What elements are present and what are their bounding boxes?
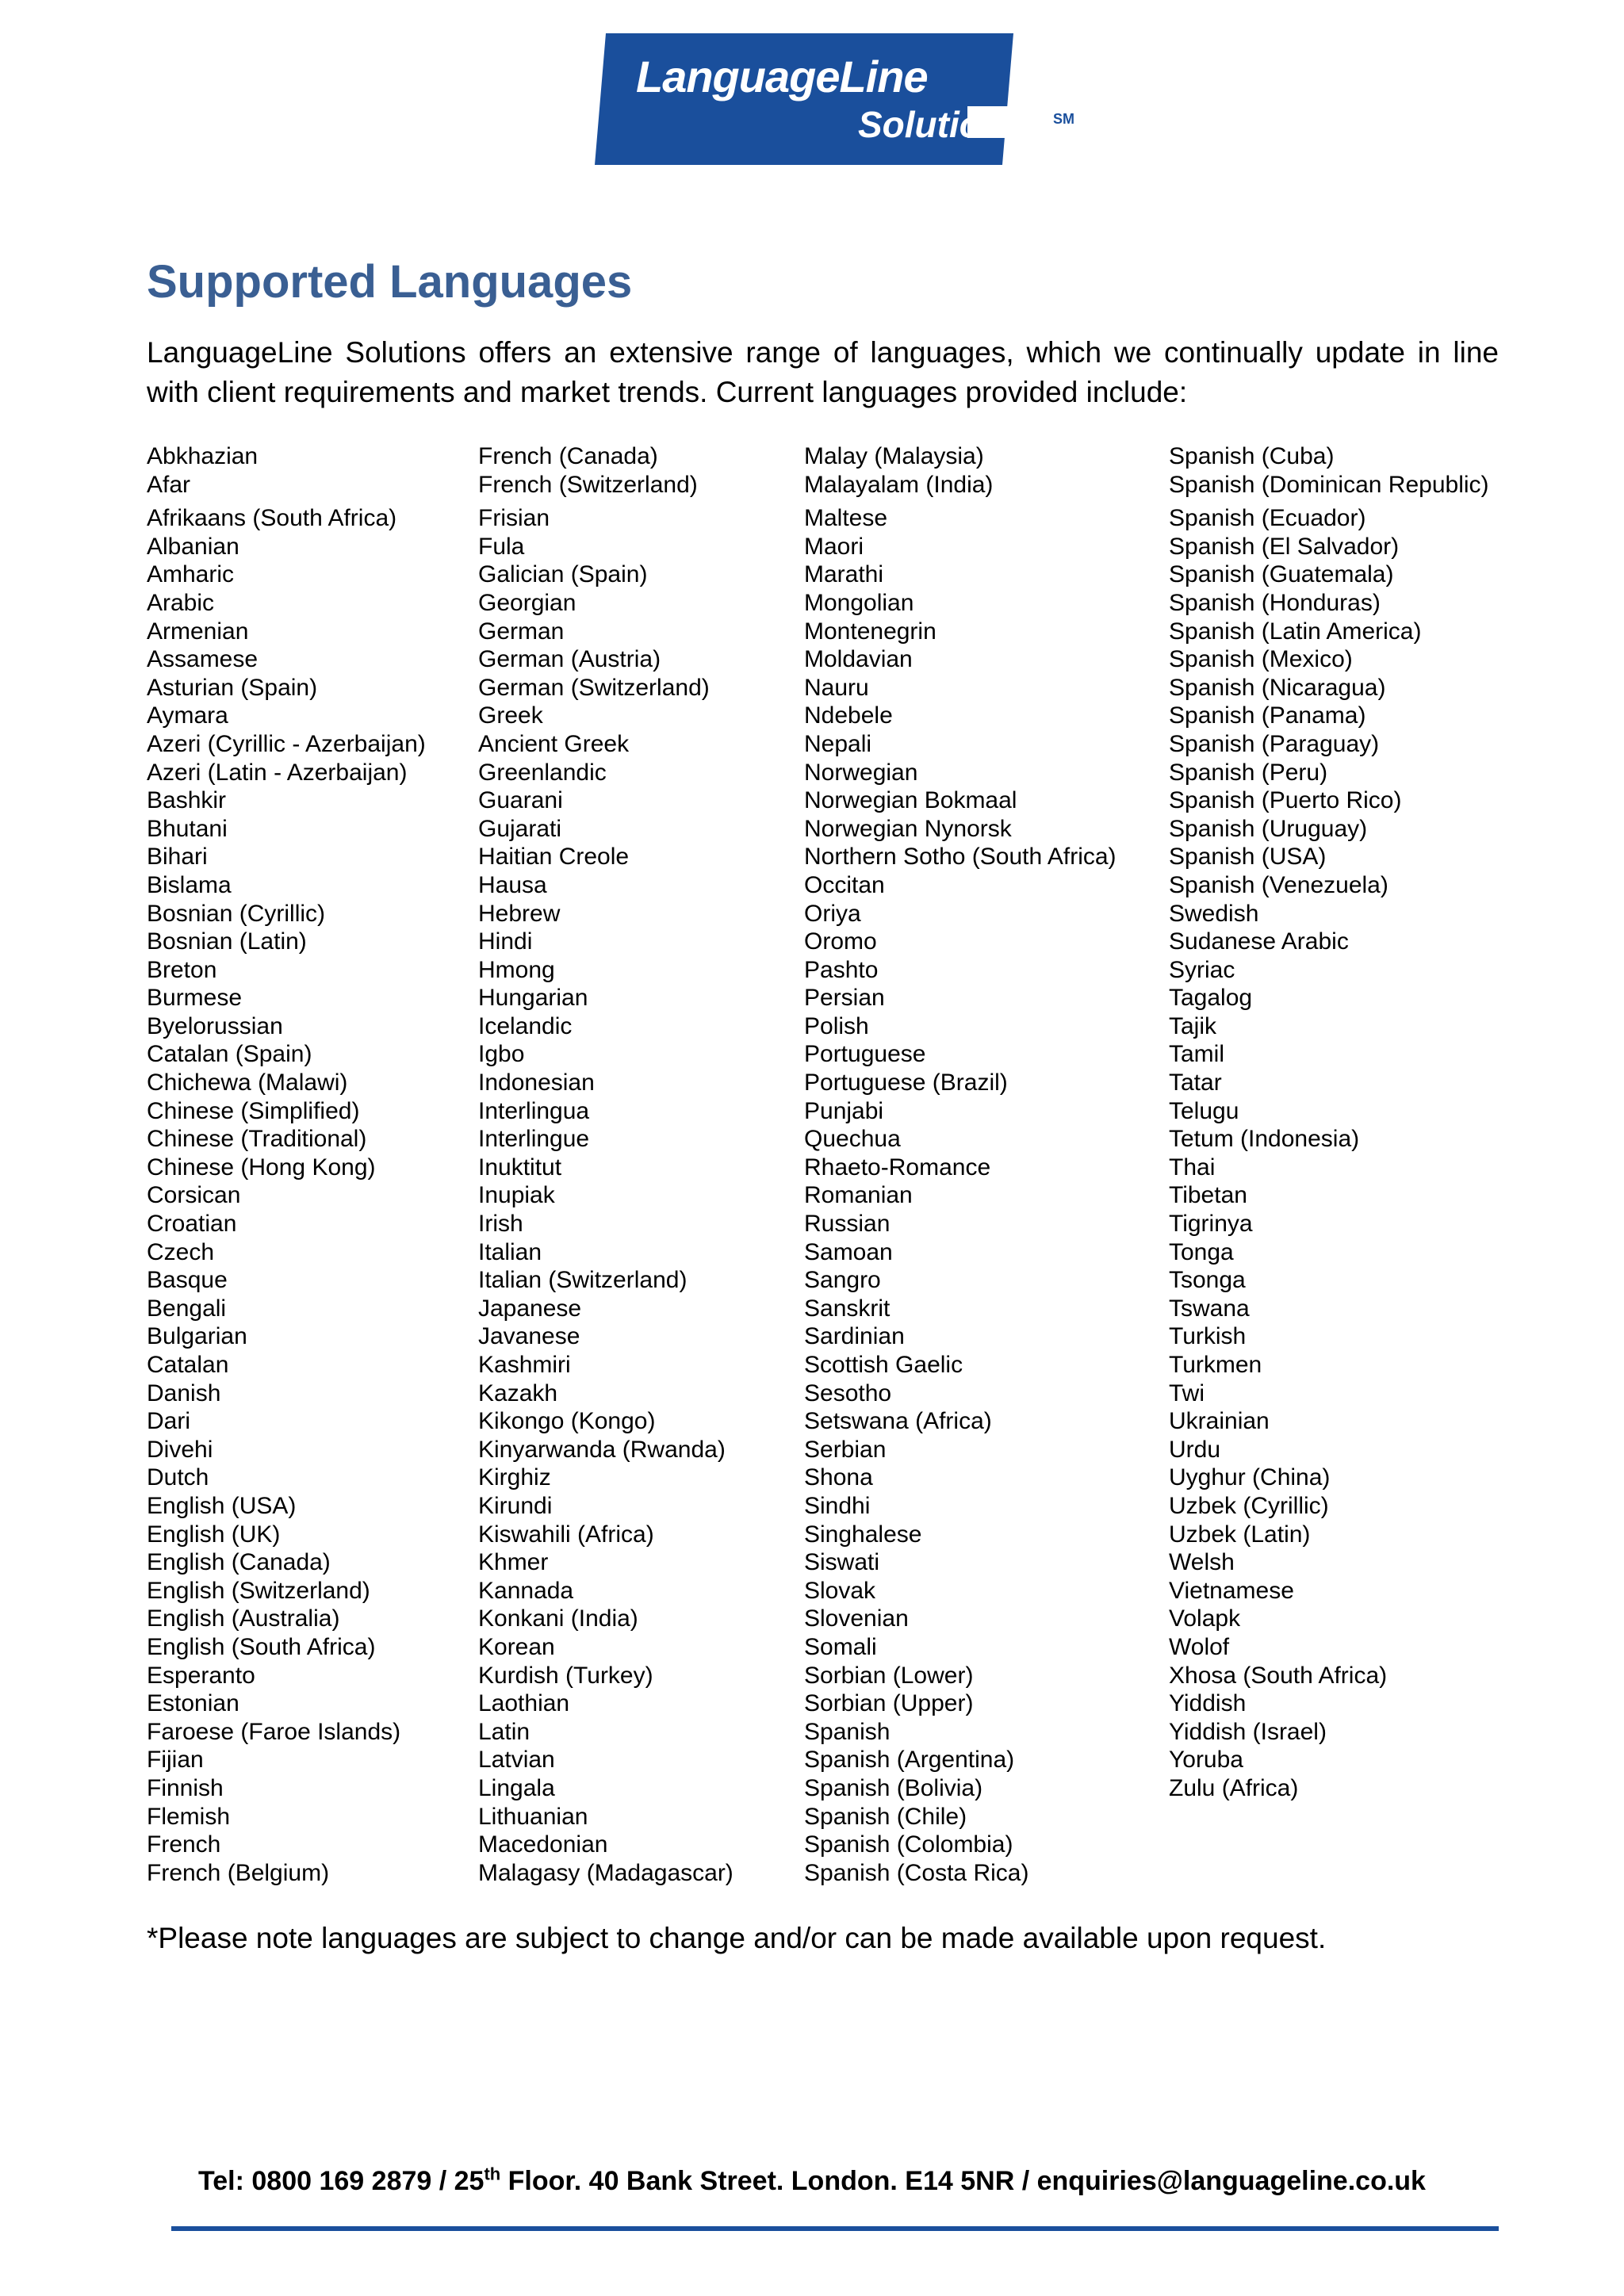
language-item: Basque [147,1267,228,1294]
language-item: Spanish (Puerto Rico) [1169,787,1402,814]
language-item: Divehi [147,1436,213,1463]
language-item: Kannada [478,1577,574,1604]
language-item: Uzbek (Cyrillic) [1169,1492,1329,1519]
language-item: Latvian [478,1747,555,1774]
language-item: Tsonga [1169,1267,1246,1294]
language-item: Finnish [147,1774,224,1801]
language-item: Wolof [1169,1633,1230,1660]
language-item: Afrikaans (South Africa) [147,505,397,532]
language-item: Montenegrin [804,618,936,645]
language-item: Bhutani [147,815,228,842]
language-item: Slovak [804,1577,876,1604]
language-item: English (South Africa) [147,1633,376,1660]
language-item: Pashto [804,956,879,983]
language-item: English (USA) [147,1492,297,1519]
language-item: Samoan [804,1238,893,1265]
language-item: Yiddish [1169,1690,1247,1717]
language-item: Chichewa (Malawi) [147,1070,348,1096]
language-item: Fula [478,533,525,560]
language-item: Flemish [147,1803,231,1830]
language-item: Zulu (Africa) [1169,1774,1299,1801]
language-item: Arabic [147,589,215,616]
language-item: Gujarati [478,815,562,842]
language-item: Kurdish (Turkey) [478,1662,653,1689]
language-item: Uzbek (Latin) [1169,1521,1311,1548]
language-item: Thai [1169,1154,1216,1181]
language-item: Igbo [478,1041,525,1068]
language-item: Tagalog [1169,985,1253,1012]
language-item: Ukrainian [1169,1408,1270,1435]
language-item: Laothian [478,1690,570,1717]
language-item: Hmong [478,956,555,983]
language-item: Scottish Gaelic [804,1352,963,1378]
language-item: Siswati [804,1549,880,1576]
language-item: Turkmen [1169,1352,1262,1378]
language-item: Czech [147,1238,215,1265]
language-item: Javanese [478,1323,580,1350]
language-item: Portuguese [804,1041,926,1068]
language-item: Singhalese [804,1521,922,1548]
language-item: Urdu [1169,1436,1221,1463]
language-item: Sanskrit [804,1295,891,1322]
language-item: Hausa [478,871,547,898]
language-item: Armenian [147,618,249,645]
language-item: Spanish (Peru) [1169,759,1328,786]
logo-text-languageline: LanguageLine [636,52,928,101]
language-list-column-4 [1169,442,1489,1803]
language-item: Burmese [147,985,243,1012]
language-item: Danish [147,1380,221,1406]
logo-service-mark: SM [1053,111,1074,127]
language-item: Moldavian [804,646,913,673]
language-item: Kazakh [478,1380,558,1406]
language-item: Spanish (Honduras) [1169,589,1381,616]
language-item: Afar [147,471,191,498]
language-item: Tonga [1169,1238,1234,1265]
language-item: Nepali [804,730,872,757]
language-item: Shona [804,1464,873,1491]
language-item: Korean [478,1633,555,1660]
language-item: Spanish (El Salvador) [1169,533,1400,560]
language-item: Abkhazian [147,443,259,469]
language-item: Latin [478,1718,530,1745]
language-item: Sindhi [804,1492,871,1519]
language-item: Malagasy (Madagascar) [478,1859,733,1886]
language-item: English (Switzerland) [147,1577,370,1604]
language-item: German (Switzerland) [478,674,710,701]
language-item: Spanish (Nicaragua) [1169,674,1386,701]
language-item: Amharic [147,561,235,588]
language-item: Spanish (Bolivia) [804,1774,983,1801]
language-item: Faroese (Faroe Islands) [147,1718,401,1745]
language-item: Byelorussian [147,1012,283,1039]
language-item: Kirundi [478,1492,553,1519]
language-item: Oriya [804,900,861,927]
language-item: Tibetan [1169,1182,1247,1209]
language-item: Tetum (Indonesia) [1169,1126,1360,1153]
footer-contact-end: Floor. 40 Bank Street. London. E14 5NR / enquiries@languageline.co.uk [500,2166,1426,2196]
language-item: Bosnian (Latin) [147,928,307,955]
language-item: Tigrinya [1169,1211,1253,1238]
language-item: Welsh [1169,1549,1235,1576]
language-item: English (Australia) [147,1605,340,1632]
language-item: Esperanto [147,1662,255,1689]
logo-text-solutions: Solutions [858,104,1025,145]
language-item: Assamese [147,646,259,673]
language-item: Interlingua [478,1097,590,1124]
language-item: Sorbian (Lower) [804,1662,974,1689]
language-item: English (UK) [147,1521,281,1548]
language-item: Italian (Switzerland) [478,1267,688,1294]
language-item: Breton [147,956,217,983]
language-list-column-1 [147,442,426,1887]
language-item: Spanish (Dominican Republic) [1169,471,1489,498]
language-item: Aymara [147,702,228,729]
language-item: Marathi [804,561,884,588]
language-item: Italian [478,1238,542,1265]
language-item: Bengali [147,1295,227,1322]
language-item: Inuktitut [478,1154,562,1181]
language-item: Hungarian [478,985,588,1012]
language-item: Greek [478,702,543,729]
language-item: Malay (Malaysia) [804,443,984,469]
language-item: Icelandic [478,1012,573,1039]
language-item: Slovenian [804,1605,909,1632]
language-item: Dutch [147,1464,209,1491]
language-item: Spanish (Argentina) [804,1747,1015,1774]
language-item: Vietnamese [1169,1577,1294,1604]
language-item: Khmer [478,1549,549,1576]
language-item: Guarani [478,787,563,814]
language-item: English (Canada) [147,1549,331,1576]
language-item: Sudanese Arabic [1169,928,1349,955]
language-item: Macedonian [478,1831,608,1858]
language-item: Sangro [804,1267,881,1294]
language-item: Tswana [1169,1295,1250,1322]
language-item: Estonian [147,1690,239,1717]
language-item: Polish [804,1012,869,1039]
language-item: Azeri (Latin - Azerbaijan) [147,759,408,786]
language-item: Northern Sotho (South Africa) [804,844,1116,871]
language-item: Tatar [1169,1070,1222,1096]
language-item: Spanish (Venezuela) [1169,871,1388,898]
language-item: Greenlandic [478,759,607,786]
intro-paragraph: LanguageLine Solutions offers an extensive range of languages, which we continually update in line with client requirements and market trends. Current languages provided include: [147,336,1499,408]
language-item: Setswana (Africa) [804,1408,992,1435]
language-item: Yiddish (Israel) [1169,1718,1327,1745]
language-item: Occitan [804,871,885,898]
language-item: Hindi [478,928,533,955]
language-item: Catalan (Spain) [147,1041,312,1068]
language-item: Japanese [478,1295,582,1322]
language-item: Chinese (Hong Kong) [147,1154,376,1181]
language-item: Volapk [1169,1605,1241,1632]
language-item: Dari [147,1408,191,1435]
language-item: Irish [478,1211,523,1238]
footer-ordinal-suffix: th [484,2164,501,2184]
language-item: Bihari [147,844,208,871]
language-list-column-3 [804,442,1116,1887]
footer-contact-start: Tel: 0800 169 2879 / 25 [198,2166,485,2196]
language-item: Inupiak [478,1182,555,1209]
language-item: Azeri (Cyrillic - Azerbaijan) [147,730,426,757]
language-item: Spanish (Chile) [804,1803,967,1830]
language-item: Norwegian Nynorsk [804,815,1012,842]
language-item: Ndebele [804,702,893,729]
language-list-column-2 [478,442,733,1887]
availability-note: *Please note languages are subject to change and/or can be made available upon request. [147,1922,1327,1954]
company-logo [595,33,1074,165]
language-item: Oromo [804,928,877,955]
language-item: Persian [804,985,885,1012]
language-item: Bislama [147,871,232,898]
language-item: Tajik [1169,1012,1217,1039]
language-item: Portuguese (Brazil) [804,1070,1008,1096]
language-item: Sorbian (Upper) [804,1690,974,1717]
language-item: Romanian [804,1182,913,1209]
language-item: Kashmiri [478,1352,571,1378]
language-item: Sardinian [804,1323,905,1350]
language-item: Russian [804,1211,891,1238]
page-title: Supported Languages [147,256,633,308]
language-item: Chinese (Simplified) [147,1097,360,1124]
language-item: Bashkir [147,787,227,814]
language-item: Spanish (USA) [1169,844,1327,871]
language-item: Sesotho [804,1380,892,1406]
language-item: Norwegian [804,759,918,786]
language-item: Kirghiz [478,1464,551,1491]
language-item: Konkani (India) [478,1605,638,1632]
language-item: Indonesian [478,1070,595,1096]
language-item: Hebrew [478,900,561,927]
language-item: Uyghur (China) [1169,1464,1331,1491]
language-item: Spanish (Colombia) [804,1831,1013,1858]
language-item: Malayalam (India) [804,471,994,498]
language-item: Tamil [1169,1041,1225,1068]
language-item: Maltese [804,505,888,532]
language-item: French (Canada) [478,443,658,469]
language-item: Spanish (Uruguay) [1169,815,1368,842]
language-item: Interlingue [478,1126,590,1153]
language-item: Lithuanian [478,1803,588,1830]
language-item: Spanish (Panama) [1169,702,1366,729]
language-item: French [147,1831,221,1858]
language-item: Nauru [804,674,869,701]
language-item: Maori [804,533,864,560]
language-item: Spanish (Costa Rica) [804,1859,1029,1886]
language-item: Spanish (Latin America) [1169,618,1422,645]
language-item: Xhosa (South Africa) [1169,1662,1388,1689]
language-item: Croatian [147,1211,237,1238]
footer-divider [171,2226,1499,2231]
language-item: Kiswahili (Africa) [478,1521,654,1548]
language-item: Norwegian Bokmaal [804,787,1017,814]
language-item: Kikongo (Kongo) [478,1408,656,1435]
language-item: Ancient Greek [478,730,630,757]
language-item: Spanish (Guatemala) [1169,561,1394,588]
language-item: Bosnian (Cyrillic) [147,900,326,927]
language-item: German [478,618,565,645]
language-item: Kinyarwanda (Rwanda) [478,1436,726,1463]
language-item: Spanish (Cuba) [1169,443,1335,469]
language-item: Frisian [478,505,550,532]
language-item: Turkish [1169,1323,1247,1350]
language-item: Haitian Creole [478,844,630,871]
language-item: Quechua [804,1126,901,1153]
language-item: Lingala [478,1774,555,1801]
footer-contact [0,2166,1624,2197]
language-item: Serbian [804,1436,887,1463]
language-item: Yoruba [1169,1747,1243,1774]
language-item: Albanian [147,533,239,560]
language-item: Asturian (Spain) [147,674,318,701]
language-item: French (Switzerland) [478,471,698,498]
language-item: Georgian [478,589,576,616]
language-item: German (Austria) [478,646,661,673]
language-item: Spanish (Paraguay) [1169,730,1380,757]
language-item: Fijian [147,1747,204,1774]
language-item: Mongolian [804,589,914,616]
language-item: Syriac [1169,956,1235,983]
language-item: French (Belgium) [147,1859,330,1886]
language-item: Punjabi [804,1097,884,1124]
language-item: Twi [1169,1380,1205,1406]
language-item: Telugu [1169,1097,1239,1124]
language-item: Rhaeto-Romance [804,1154,991,1181]
language-item: Corsican [147,1182,241,1209]
language-item: Catalan [147,1352,229,1378]
language-item: Swedish [1169,900,1259,927]
language-item: Galician (Spain) [478,561,648,588]
language-item: Bulgarian [147,1323,247,1350]
language-item: Spanish [804,1718,891,1745]
language-item: Somali [804,1633,877,1660]
language-item: Spanish (Mexico) [1169,646,1353,673]
language-item: Chinese (Traditional) [147,1126,367,1153]
language-item: Spanish (Ecuador) [1169,505,1366,532]
